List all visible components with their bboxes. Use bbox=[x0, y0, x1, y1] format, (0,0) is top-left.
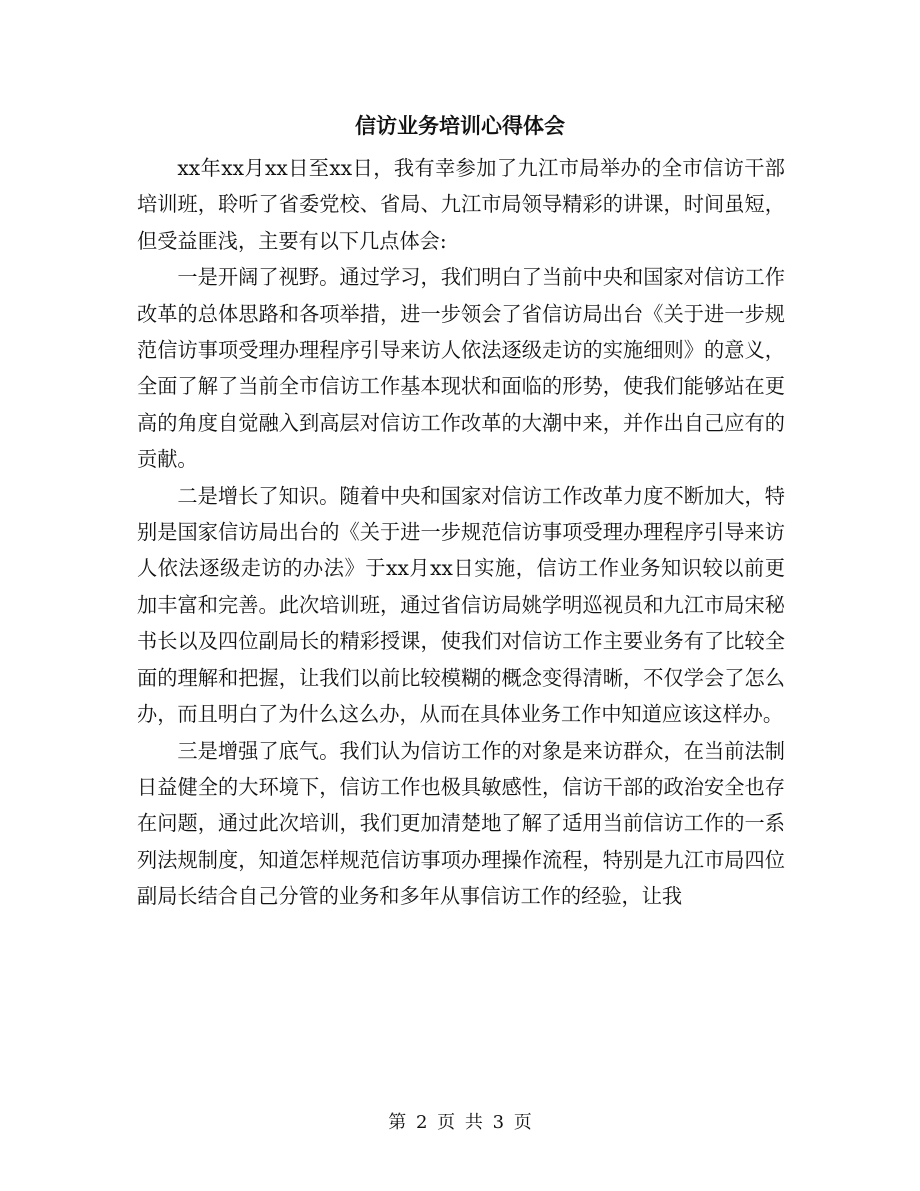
document-body bbox=[137, 150, 785, 915]
document-title: 信访业务培训心得体会 bbox=[355, 113, 565, 138]
paragraph-intro: xx年xx月xx日至xx日，我有幸参加了九江市局举办的全市信访干部培训班，聆听了省委党校、省局、九江市局领导精彩的讲课，时间虽短，但受益匪浅，主要有以下几点体会: bbox=[137, 156, 785, 253]
paragraph-point-two: 二是增长了知识。随着中央和国家对信访工作改革力度不断加大，特别是国家信访局出台的《关于进一步规范信访事项受理办理程序引导来访人依法逐级走访的办法》于xx月xx日实施，信访工作业务知识较以前更加丰富和完善。此次培训班，通过省信访局姚学明巡视员和九江市局宋秘书长以及四位副局长的精彩授课，使我们对信访工作主要业务有了比较全面的理解和把握，让我们以前比较模糊的概念变得清晰，不仅学会了怎么办，而且明白了为什么这么办，从而在具体业务工作中知道应该这样办。 bbox=[137, 483, 785, 727]
paragraph-point-one: 一是开阔了视野。通过学习，我们明白了当前中央和国家对信访工作改革的总体思路和各项举措，进一步领会了省信访局出台《关于进一步规范信访事项受理办理程序引导来访人依法逐级走访的实施细则》的意义，全面了解了当前全市信访工作基本现状和面临的形势，使我们能够站在更高的角度自觉融入到高层对信访工作改革的大潮中来，并作出自己应有的贡献。 bbox=[137, 265, 785, 472]
page-number-footer: 第 2 页 共 3 页 bbox=[388, 1112, 532, 1133]
paragraph-point-three: 三是增强了底气。我们认为信访工作的对象是来访群众，在当前法制日益健全的大环境下，信访工作也极具敏感性，信访干部的政治安全也存在问题，通过此次培训，我们更加清楚地了解了适用当前信访工作的一系列法规制度，知道怎样规范信访事项办理操作流程，特别是九江市局四位副局长结合自己分管的业务和多年从事信访工作的经验，让我 bbox=[137, 738, 785, 909]
